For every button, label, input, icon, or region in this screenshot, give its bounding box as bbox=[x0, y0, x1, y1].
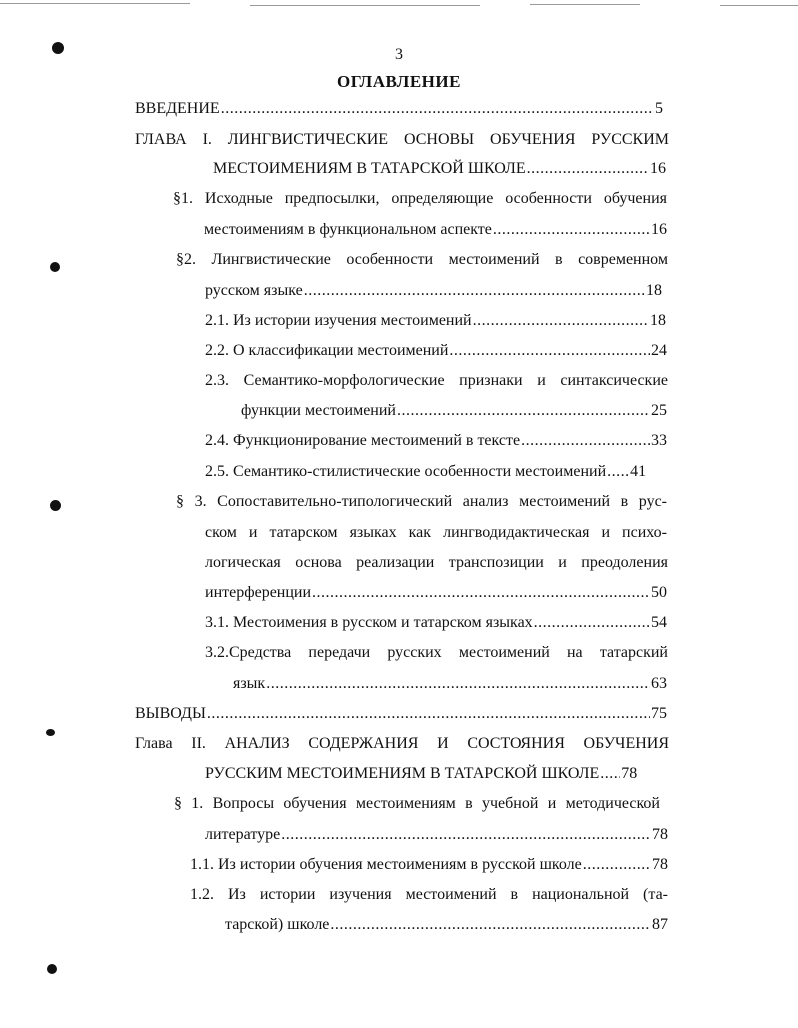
toc-entry-heading: § 3. Сопоставительно-типологический анализ местоимений в рус- bbox=[176, 493, 667, 510]
toc-entry-text: литературе bbox=[205, 826, 281, 843]
toc-entry-line bbox=[190, 885, 668, 905]
toc-entry bbox=[205, 311, 666, 331]
toc-entry-page: 75 bbox=[651, 705, 667, 722]
toc-entry-heading: логическая основа реализации транспозиции и преодоления bbox=[205, 554, 668, 571]
toc-entry bbox=[205, 281, 662, 301]
toc-entry bbox=[205, 764, 668, 784]
toc-entry-line bbox=[176, 250, 668, 270]
toc-entry bbox=[205, 825, 668, 845]
toc-entry bbox=[205, 341, 667, 361]
toc-entry-page: 18 bbox=[650, 312, 666, 329]
toc-entry bbox=[233, 674, 667, 694]
toc-entry-heading: Глава II. АНАЛИЗ СОДЕРЖАНИЯ И СОСТОЯНИЯ ОБУЧЕНИЯ bbox=[135, 735, 669, 752]
toc-entry bbox=[225, 915, 668, 935]
toc-entry-text: местоимениям в функциональном аспекте bbox=[204, 221, 492, 238]
toc-entry-page: 78 bbox=[652, 826, 668, 843]
toc-entry-line bbox=[205, 643, 668, 663]
toc-entry-text: ВВЕДЕНИЕ bbox=[135, 100, 220, 117]
toc-entry-text: 2.2. О классификации местоимений bbox=[205, 342, 449, 359]
toc-entry-page: 87 bbox=[652, 916, 668, 933]
toc-entry bbox=[135, 704, 667, 724]
toc-entry-page: 54 bbox=[651, 614, 667, 631]
toc-entry bbox=[204, 220, 667, 240]
toc-entry bbox=[190, 855, 668, 875]
toc-entry-page: 41 bbox=[630, 463, 647, 480]
scan-edge-line bbox=[250, 5, 480, 6]
toc-entry-text: 2.4. Функционирование местоимений в тексте bbox=[205, 432, 521, 449]
toc-entry bbox=[135, 99, 663, 119]
punch-hole-mark bbox=[50, 262, 60, 272]
toc-entry-line bbox=[205, 523, 667, 543]
page-title: ОГЛАВЛЕНИЕ bbox=[337, 72, 461, 91]
toc-entry-text: тарской) школе bbox=[225, 916, 330, 933]
toc-entry-page: 18 bbox=[646, 282, 662, 299]
toc-entry-heading: 1.2. Из истории изучения местоимений в национальной (та- bbox=[190, 886, 668, 903]
toc-entry-page: 50 bbox=[651, 584, 667, 601]
toc-entry-heading: ском и татарском языках как лингводидактическая и психо- bbox=[205, 524, 667, 541]
scan-edge-line bbox=[720, 5, 798, 6]
toc-entry-page: 5 bbox=[655, 100, 663, 117]
toc-entry-text: язык bbox=[233, 675, 266, 692]
punch-hole-mark bbox=[46, 729, 55, 736]
toc-entry-line bbox=[205, 553, 668, 573]
toc-entry-text: 3.1. Местоимения в русском и татарском языках bbox=[205, 614, 533, 631]
punch-hole-mark bbox=[47, 964, 57, 974]
toc-entry-page: 16 bbox=[650, 160, 666, 177]
scan-edge-line bbox=[0, 3, 190, 4]
toc-entry-heading: § 1. Вопросы обучения местоимениям в учебной и методической bbox=[174, 795, 660, 812]
toc-entry-text: 1.1. Из истории обучения местоимениям в русской школе bbox=[190, 856, 582, 873]
punch-hole-mark bbox=[50, 500, 61, 511]
toc-entry-text: ВЫВОДЫ bbox=[135, 705, 206, 722]
toc-entry-page: 33 bbox=[651, 432, 667, 449]
toc-entry-page: 78 bbox=[652, 856, 668, 873]
page-number: 3 bbox=[395, 46, 403, 63]
toc-entry bbox=[241, 401, 667, 421]
toc-entry-heading: 2.3. Семантико-морфологические признаки и синтаксические bbox=[205, 372, 668, 389]
toc-entry bbox=[205, 462, 668, 482]
scan-edge-line bbox=[530, 4, 640, 5]
toc-entry-line bbox=[135, 734, 669, 754]
toc-entry-page: 16 bbox=[651, 221, 667, 238]
toc-entry-line bbox=[173, 189, 667, 209]
toc-entry bbox=[205, 583, 667, 603]
toc-entry-line bbox=[174, 794, 660, 814]
toc-entry-line bbox=[205, 371, 668, 391]
toc-entry bbox=[205, 613, 667, 633]
toc-entry-page: 25 bbox=[651, 402, 667, 419]
toc-entry bbox=[205, 431, 667, 451]
toc-entry bbox=[213, 159, 666, 179]
toc-entry-heading: 3.2.Средства передачи русских местоимений на татарский bbox=[205, 644, 668, 661]
toc-entry-text: функции местоимений bbox=[241, 402, 396, 419]
toc-entry-text: 2.5. Семантико-стилистические особенности местоимений bbox=[205, 463, 607, 480]
toc-entry-text: 2.1. Из истории изучения местоимений bbox=[205, 312, 472, 329]
toc-entry-text: русском языке bbox=[205, 282, 303, 299]
toc-entry-page: 63 bbox=[651, 675, 667, 692]
toc-entry-text: РУССКИМ МЕСТОИМЕНИЯМ В ТАТАРСКОЙ ШКОЛЕ bbox=[205, 765, 600, 782]
toc-entry-heading: §1. Исходные предпосылки, определяющие особенности обучения bbox=[173, 190, 667, 207]
toc-entry-line bbox=[135, 130, 669, 150]
toc-entry-text: МЕСТОИМЕНИЯМ В ТАТАРСКОЙ ШКОЛЕ bbox=[213, 160, 526, 177]
toc-entry-heading: §2. Лингвистические особенности местоимений в современном bbox=[176, 251, 668, 268]
toc-entry-text: интерференции bbox=[205, 584, 312, 601]
toc-entry-line bbox=[176, 492, 667, 512]
toc-entry-page: 78 bbox=[621, 765, 638, 782]
toc-entry-page: 24 bbox=[651, 342, 667, 359]
toc-entry-heading: ГЛАВА I. ЛИНГВИСТИЧЕСКИЕ ОСНОВЫ ОБУЧЕНИЯ РУССКИМ bbox=[135, 131, 669, 148]
